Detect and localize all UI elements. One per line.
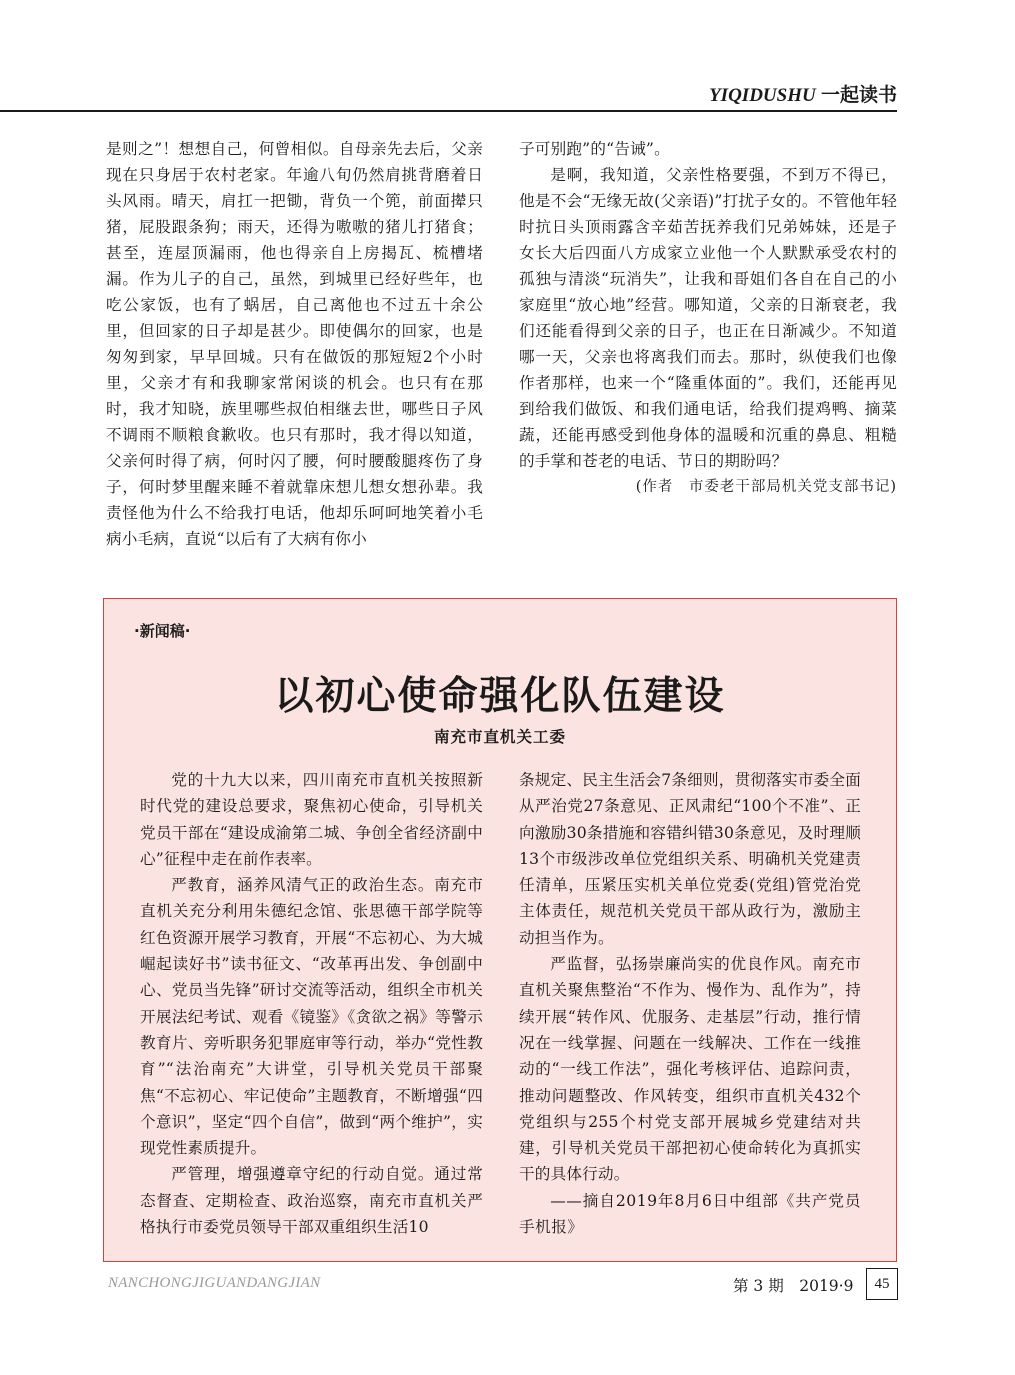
footer-journal-name: NANCHONGJIGUANDANGJIAN bbox=[108, 1275, 321, 1291]
paragraph: 严教育，涵养风清气正的政治生态。南充市直机关充分利用朱德纪念馆、张思德干部学院等红色资源开展学习教育，开展“不忘初心、为大城崛起读好书”读书征文、“改革再出发、争创副中心、党员当先锋”研讨交流等活动，组织全市机关开展法纪考试、观看《镜鉴》《贪欲之祸》等警示教育片、旁听职务犯罪庭审等行动，举办“党性教育”“法治南充”大讲堂，引导机关党员干部聚焦“不忘初心、牢记使命”主题教育，不断增强“四个意识”，坚定“四个自信”，做到“两个维护”，实现党性素质提升。 bbox=[140, 876, 483, 1158]
header-brand-cn: 一起读书 bbox=[820, 85, 897, 106]
author-note: (作者 市委老干部局机关党支部书记) bbox=[635, 479, 897, 495]
paragraph: 是则之”！想想自己，何曾相似。自母亲先去后，父亲现在只身居于农村老家。年逾八旬仍然肩挑背磨着日头风雨。晴天，肩扛一把锄，背负一个篼，前面撵只猪，屁股跟条狗；雨天，还得为嗷嗷的猪儿打猪食；甚至，连屋顶漏雨，他也得亲自上房揭瓦、梳槽堵漏。作为儿子的自己，虽然，到城里已经好些年，也吃公家饭，也有了蜗居，自己离他也不过五十余公里，但回家的日子却是甚少。即使偶尔的回家，也是匆匆到家，早早回城。只有在做饭的那短短2个小时里，父亲才有和我聊家常闲谈的机会。也只有在那时，我才知晓，族里哪些叔伯相继去世，哪些日子风不调雨不顺粮食歉收。也只有那时，我才得以知道，父亲何时得了病，何时闪了腰，何时腰酸腿疼伤了身子，何时梦里醒来睡不着就靠床想儿想女想孙辈。我责怪他为什么不给我打电话，他却乐呵呵地笑着小毛病小毛病，直说“以后有了大病有你小 bbox=[106, 140, 483, 548]
news-tag: ·新闻稿· bbox=[134, 622, 191, 640]
news-byline: 南充市直机关工委 bbox=[433, 728, 566, 746]
news-right-column bbox=[519, 767, 861, 1240]
header-rule bbox=[0, 110, 897, 112]
paragraph: 子可别跑”的“告诫”。 bbox=[519, 140, 670, 158]
news-box bbox=[103, 598, 897, 1262]
article-top-left-column bbox=[106, 136, 483, 552]
paragraph: 党的十九大以来，四川南充市直机关按照新时代党的建设总要求，聚焦初心使命，引导机关党员干部在“建设成渝第二城、争创全省经济副中心”征程中走在前作表率。 bbox=[140, 771, 483, 868]
footer-page-number: 45 bbox=[866, 1268, 898, 1300]
footer-issue: 第 3 期 2019·9 bbox=[733, 1277, 854, 1295]
news-source: ——摘自2019年8月6日中组部《共产党员手机报》 bbox=[519, 1191, 861, 1237]
header-brand-latin: YIQIDUSHU bbox=[709, 85, 816, 106]
news-left-column bbox=[140, 767, 483, 1240]
paragraph: 严监督，弘扬崇廉尚实的优良作风。南充市直机关聚焦整治“不作为、慢作为、乱作为”，持续开展“转作风、优服务、走基层”行动，推行情况在一线掌握、问题在一线解决、工作在一线推动的“一线工作法”，强化考核评估、追踪问责，推动问题整改、作风转变，组织市直机关432个党组织与255个村党支部开展城乡党建结对共建，引导机关党员干部把初心使命转化为真抓实干的具体行动。 bbox=[519, 955, 861, 1184]
paragraph: 严管理，增强遵章守纪的行动自觉。通过常态督查、定期检查、政治巡察，南充市直机关严格执行市委党员领导干部双重组织生活10 bbox=[140, 1165, 483, 1237]
header-brand bbox=[709, 80, 897, 107]
paragraph: 条规定、民主生活会7条细则，贯彻落实市委全面从严治党27条意见、正风肃纪“100个不准”、正向激励30条措施和容错纠错30条意见，及时理顺13个市级涉改单位党组织关系、明确机关党建责任清单，压紧压实机关单位党委(党组)管党治党主体责任，规范机关党员干部从政行为，激励主动担当作为。 bbox=[519, 771, 861, 947]
article-top-right-column bbox=[519, 136, 897, 500]
paragraph: 是啊，我知道，父亲性格要强，不到万不得已，他是不会“无缘无故(父亲语)”打扰子女的。不管他年轻时抗日头顶雨露含辛茹苦抚养我们兄弟姊妹，还是子女长大后四面八方成家立业他一个人默默承受农村的孤独与清淡“玩消失”，让我和哥姐们各自在自己的小家庭里“放心地”经营。哪知道，父亲的日渐衰老，我们还能看得到父亲的日子，也正在日渐减少。不知道哪一天，父亲也将离我们而去。那时，纵使我们也像作者那样，也来一个“隆重体面的”。我们，还能再见到给我们做饭、和我们通电话，给我们提鸡鸭、摘菜蔬，还能再感受到他身体的温暖和沉重的鼻息、粗糙的手掌和苍老的电话、节日的期盼吗？ bbox=[519, 166, 897, 470]
news-title: 以初心使命强化队伍建设 bbox=[274, 673, 726, 719]
